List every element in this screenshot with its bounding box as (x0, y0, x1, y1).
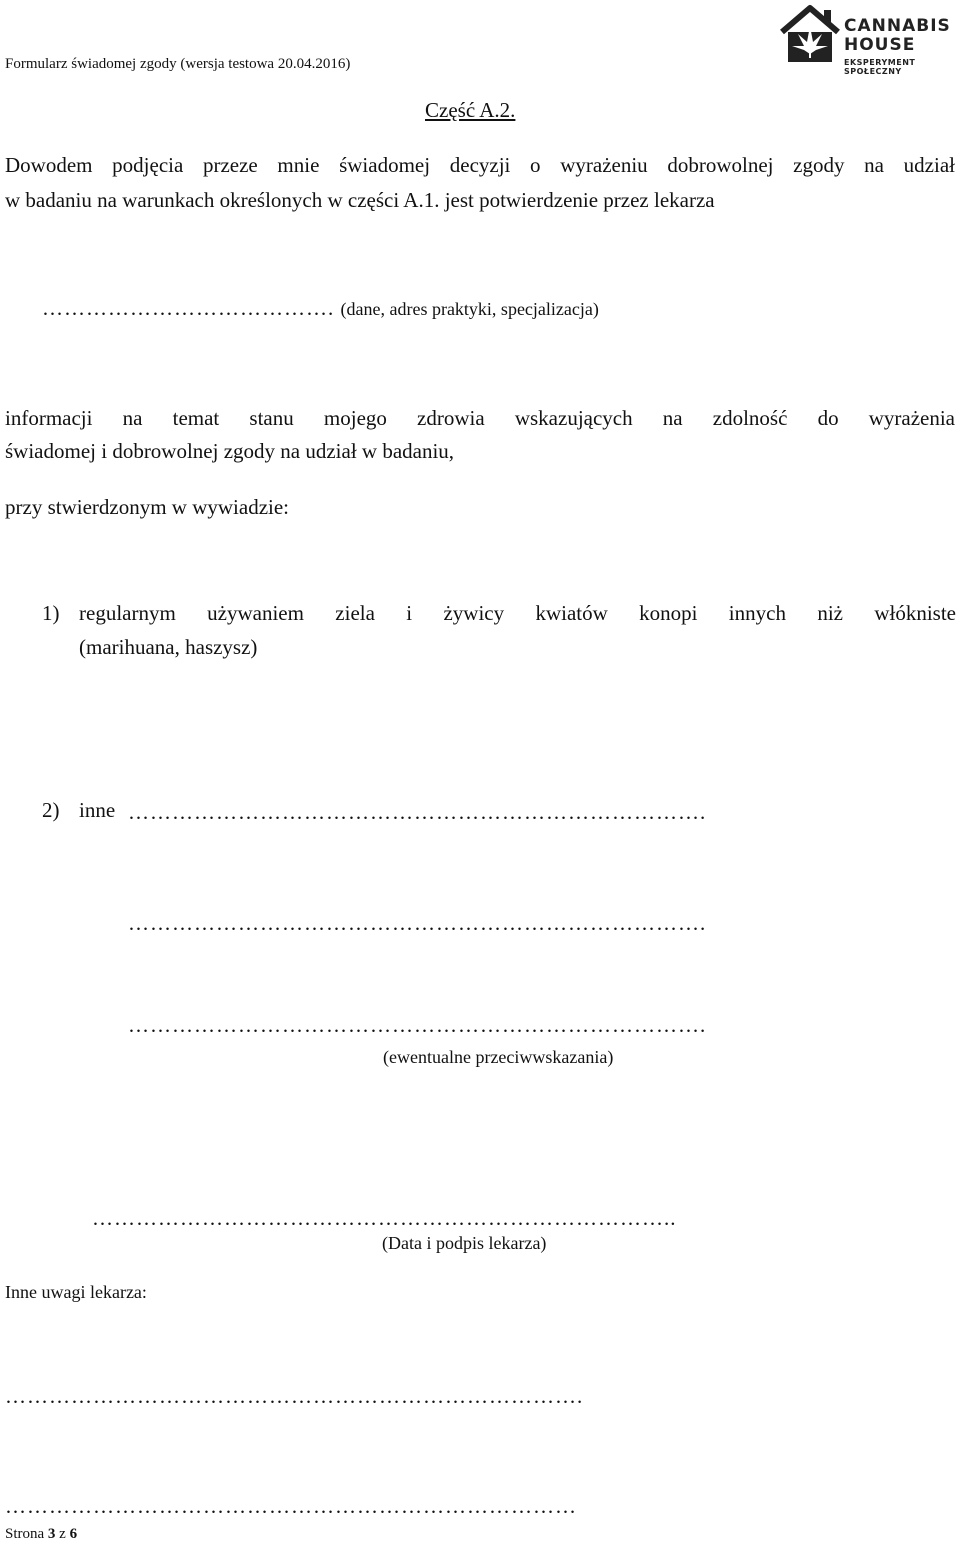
doctor-field-dots[interactable]: …………………………………. (42, 296, 341, 320)
info-line-1: informacji na temat stanu mojego zdrowia wskazujących na zdolność do wyrażenia (5, 406, 955, 430)
info-line-2: świadomej i dobrowolnej zgody na udział w badaniu, (5, 439, 455, 463)
page-number-current: 3 (47, 1526, 56, 1542)
logo-text-tagline: EKSPERYMENT SPOŁECZNY (844, 58, 916, 76)
item-2-number: 2) (42, 798, 60, 822)
item-2-dots-2[interactable]: ……………………………………………………………………. (128, 911, 707, 935)
item-1-number: 1) (42, 601, 60, 625)
remarks-dots-2[interactable]: …………………………………………………………………… (5, 1494, 577, 1518)
page-number-separator: z (59, 1526, 66, 1542)
signature-dots[interactable]: …………………………………………………………………….. (92, 1206, 677, 1230)
info-line-3: przy stwierdzonym w wywiadzie: (5, 495, 290, 519)
page-number (5, 1526, 77, 1543)
cannabis-house-logo (778, 2, 958, 76)
page-number-total: 6 (69, 1526, 78, 1542)
item-1-line-1: regularnym używaniem ziela i żywicy kwiatów konopi innych niż włókniste (79, 601, 956, 625)
item-1-line-2: (marihuana, haszysz) (79, 635, 258, 659)
doctor-field-hint: (dane, adres praktyki, specjalizacja) (340, 299, 599, 319)
intro-line-1: Dowodem podjęcia przeze mnie świadomej decyzji o wyrażeniu dobrowolnej zgody na udział (5, 153, 955, 177)
signature-hint: (Data i podpis lekarza) (382, 1233, 547, 1253)
item-2-label: inne (79, 798, 116, 822)
section-title: Część A.2. (425, 98, 516, 122)
item-2-dots-3[interactable]: ……………………………………………………………………. (128, 1013, 707, 1037)
intro-line-2: w badaniu na warunkach określonych w części A.1. jest potwierdzenie przez lekarza (5, 188, 715, 212)
logo-text-house: HOUSE (844, 35, 916, 55)
remarks-label: Inne uwagi lekarza: (5, 1282, 147, 1302)
logo-text-cannabis: CANNABIS (844, 16, 951, 36)
item-2-dots-1[interactable]: ……………………………………………………………………. (128, 800, 707, 824)
remarks-dots-1[interactable]: ……………………………………………………………………. (5, 1384, 584, 1408)
house-leaf-icon (778, 2, 842, 66)
contraindications-hint: (ewentualne przeciwwskazania) (383, 1047, 614, 1067)
page-number-prefix: Strona (5, 1526, 45, 1542)
form-header-title: Formularz świadomej zgody (wersja testowa 20.04.2016) (5, 56, 351, 72)
doctor-field[interactable] (42, 296, 599, 321)
